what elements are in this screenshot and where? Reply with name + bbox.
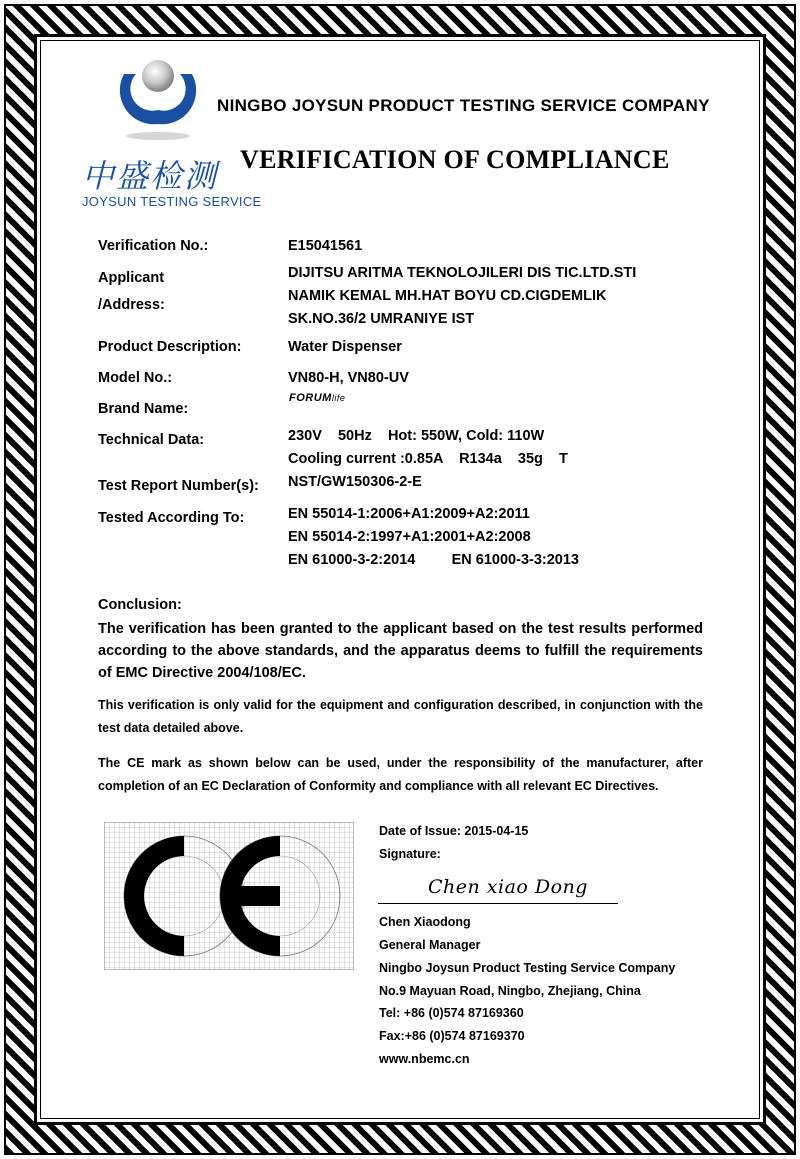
issuer-fax: Fax:+86 (0)574 87169370 <box>379 1029 525 1043</box>
tested-label: Tested According To: <box>98 510 245 526</box>
brand-logo: FORUMlife <box>289 392 346 404</box>
verification-no-value: E15041561 <box>288 238 363 254</box>
applicant-line: NAMIK KEMAL MH.HAT BOYU CD.CIGDEMLIK <box>288 288 607 304</box>
conclusion-heading: Conclusion: <box>98 597 182 613</box>
report-label: Test Report Number(s): <box>98 478 259 494</box>
standard-line: EN 55014-1:2006+A1:2009+A2:2011 <box>288 506 530 522</box>
signature-line <box>378 903 618 904</box>
handwritten-signature: Chen xiao Dong <box>428 876 588 898</box>
logo-chinese-text: 中盛检测 <box>82 157 219 195</box>
document-title: VERIFICATION OF COMPLIANCE <box>240 145 670 174</box>
address-label: /Address: <box>98 297 165 313</box>
logo-english-text: JOYSUN TESTING SERVICE <box>82 194 262 209</box>
standard-line: EN 61000-3-2:2014 EN 61000-3-3:2013 <box>288 552 579 568</box>
joysun-logo-icon <box>118 52 198 142</box>
issuer-website: www.nbemc.cn <box>379 1052 470 1066</box>
model-value: VN80-H, VN80-UV <box>288 370 409 386</box>
technical-label: Technical Data: <box>98 432 205 448</box>
ce-mark-icon <box>104 822 354 970</box>
issuer-tel: Tel: +86 (0)574 87169360 <box>379 1006 524 1020</box>
date-of-issue: Date of Issue: 2015-04-15 <box>379 824 529 838</box>
report-value: NST/GW150306-2-E <box>288 474 422 490</box>
standard-line: EN 55014-2:1997+A1:2001+A2:2008 <box>288 529 531 545</box>
signer-name: Chen Xiaodong <box>379 915 471 929</box>
model-label: Model No.: <box>98 370 173 386</box>
signature-label: Signature: <box>379 847 441 861</box>
conclusion-text: The verification has been granted to the applicant based on the test results performed according to the above standards, and the apparatus deems to fulfill the requirements of EMC Directive 2004/108/EC. <box>98 621 703 681</box>
validity-text: This verification is only valid for the equipment and configuration described, in conjunction with the test data detailed above. <box>98 698 703 735</box>
verification-no-label: Verification No.: <box>98 238 209 254</box>
issuer-company: Ningbo Joysun Product Testing Service Company <box>379 961 676 975</box>
issuer-address: No.9 Mayuan Road, Ningbo, Zhejiang, China <box>379 984 641 998</box>
applicant-line: DIJITSU ARITMA TEKNOLOJILERI DIS TIC.LTD.STI <box>288 265 637 281</box>
signer-position: General Manager <box>379 938 481 952</box>
technical-line: 230V 50Hz Hot: 550W, Cold: 110W <box>288 428 545 444</box>
brand-label: Brand Name: <box>98 401 189 417</box>
applicant-label: Applicant <box>98 270 165 286</box>
company-name: NINGBO JOYSUN PRODUCT TESTING SERVICE COMPANY <box>217 96 710 115</box>
applicant-line: SK.NO.36/2 UMRANIYE IST <box>288 311 475 327</box>
product-label: Product Description: <box>98 339 242 355</box>
product-value: Water Dispenser <box>288 339 402 355</box>
ce-mark-text: The CE mark as shown below can be used, under the responsibility of the manufacturer, after completion of an EC Declaration of Conformity and compliance with all relevant EC Directives. <box>98 756 703 793</box>
technical-line: Cooling current :0.85A R134a 35g T <box>288 451 568 467</box>
